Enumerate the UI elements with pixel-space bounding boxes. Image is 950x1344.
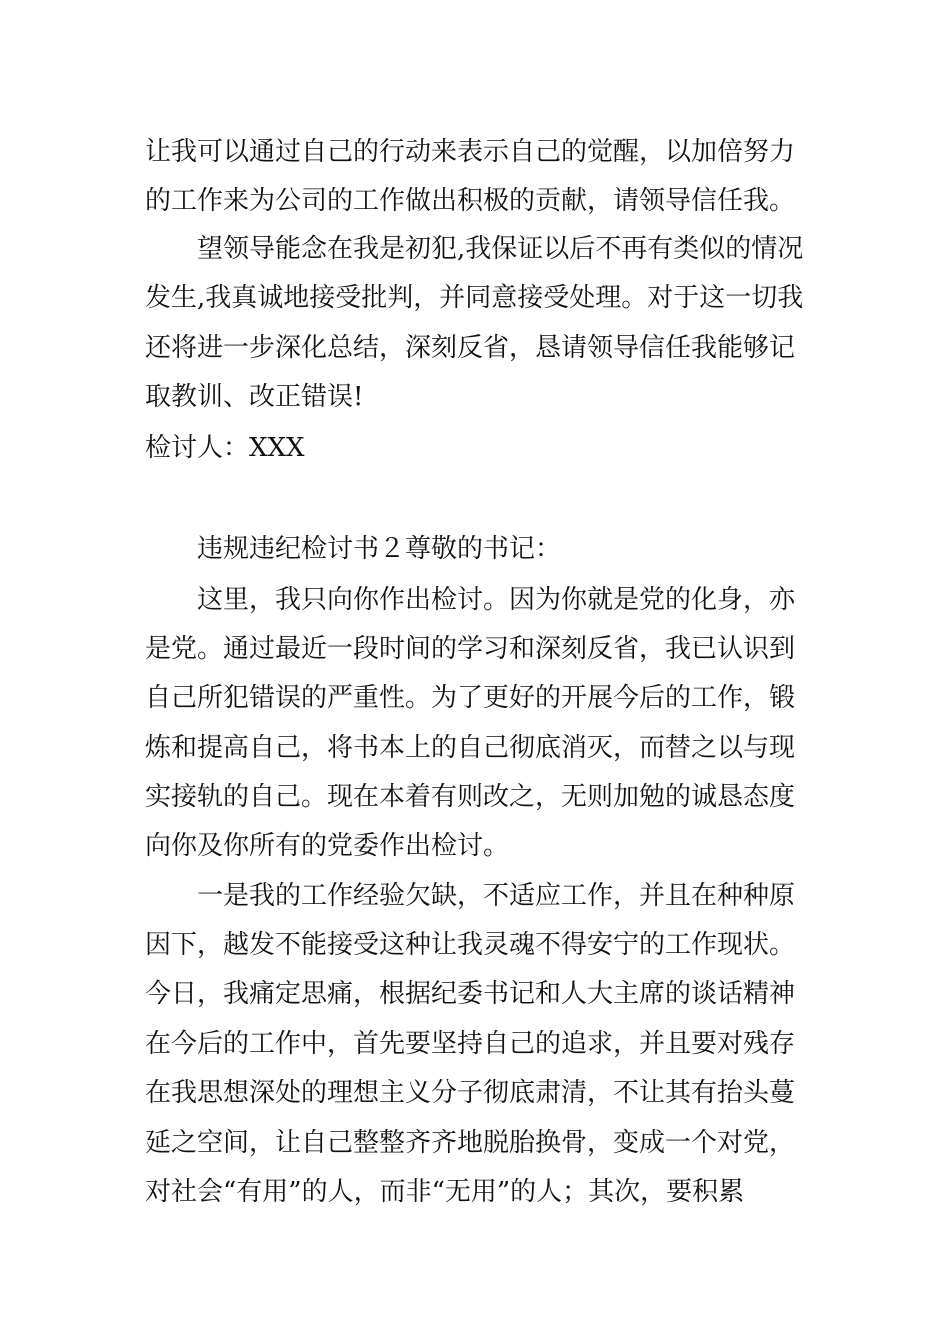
text-line: 延之空间，让自己整整齐齐地脱胎换骨，变成一个对党，: [145, 1128, 796, 1158]
text-line: 因下，越发不能接受这种让我灵魂不得安宁的工作现状。: [145, 930, 796, 960]
text-line: 取教训、改正错误!: [145, 382, 364, 412]
text-line: 这里，我只向你作出检讨。因为你就是党的化身，亦: [145, 585, 796, 615]
section-heading: 违规违纪检讨书２尊敬的书记：: [145, 534, 562, 564]
text-line: 望领导能念在我是初犯,我保证以后不再有类似的情况: [145, 234, 804, 264]
text-line: 一是我的工作经验欠缺，不适应工作，并且在种种原: [145, 881, 796, 911]
text-line: 让我可以通过自己的行动来表示自己的觉醒，以加倍努力: [145, 137, 796, 167]
text-line: 是党。通过最近一段时间的学习和深刻反省，我已认识到: [145, 634, 796, 664]
text-line: 实接轨的自己。现在本着有则改之，无则加勉的诚恳态度: [145, 782, 796, 812]
text-line: 炼和提高自己，将书本上的自己彻底消灭，而替之以与现: [145, 733, 796, 763]
text-line: 发生,我真诚地接受批判，并同意接受处理。对于这一切我: [145, 283, 804, 313]
text-line: 的工作来为公司的工作做出积极的贡献，请领导信任我。: [145, 186, 796, 216]
text-line: 对社会“有用”的人，而非“无用”的人；其次，要积累: [145, 1177, 745, 1207]
text-line: 今日，我痛定思痛，根据纪委书记和人大主席的谈话精神: [145, 979, 796, 1009]
text-line: 向你及你所有的党委作出检讨。: [145, 831, 510, 861]
text-line: 还将进一步深化总结，深刻反省，恳请领导信任我能够记: [145, 333, 796, 363]
text-line: 在我思想深处的理想主义分子彻底肃清，不让其有抬头蔓: [145, 1078, 796, 1108]
text-line: 自己所犯错误的严重性。为了更好的开展今后的工作，锻: [145, 683, 796, 713]
text-line: 在今后的工作中，首先要坚持自己的追求，并且要对残存: [145, 1029, 796, 1059]
signature-line: 检讨人：XXX: [145, 433, 305, 463]
